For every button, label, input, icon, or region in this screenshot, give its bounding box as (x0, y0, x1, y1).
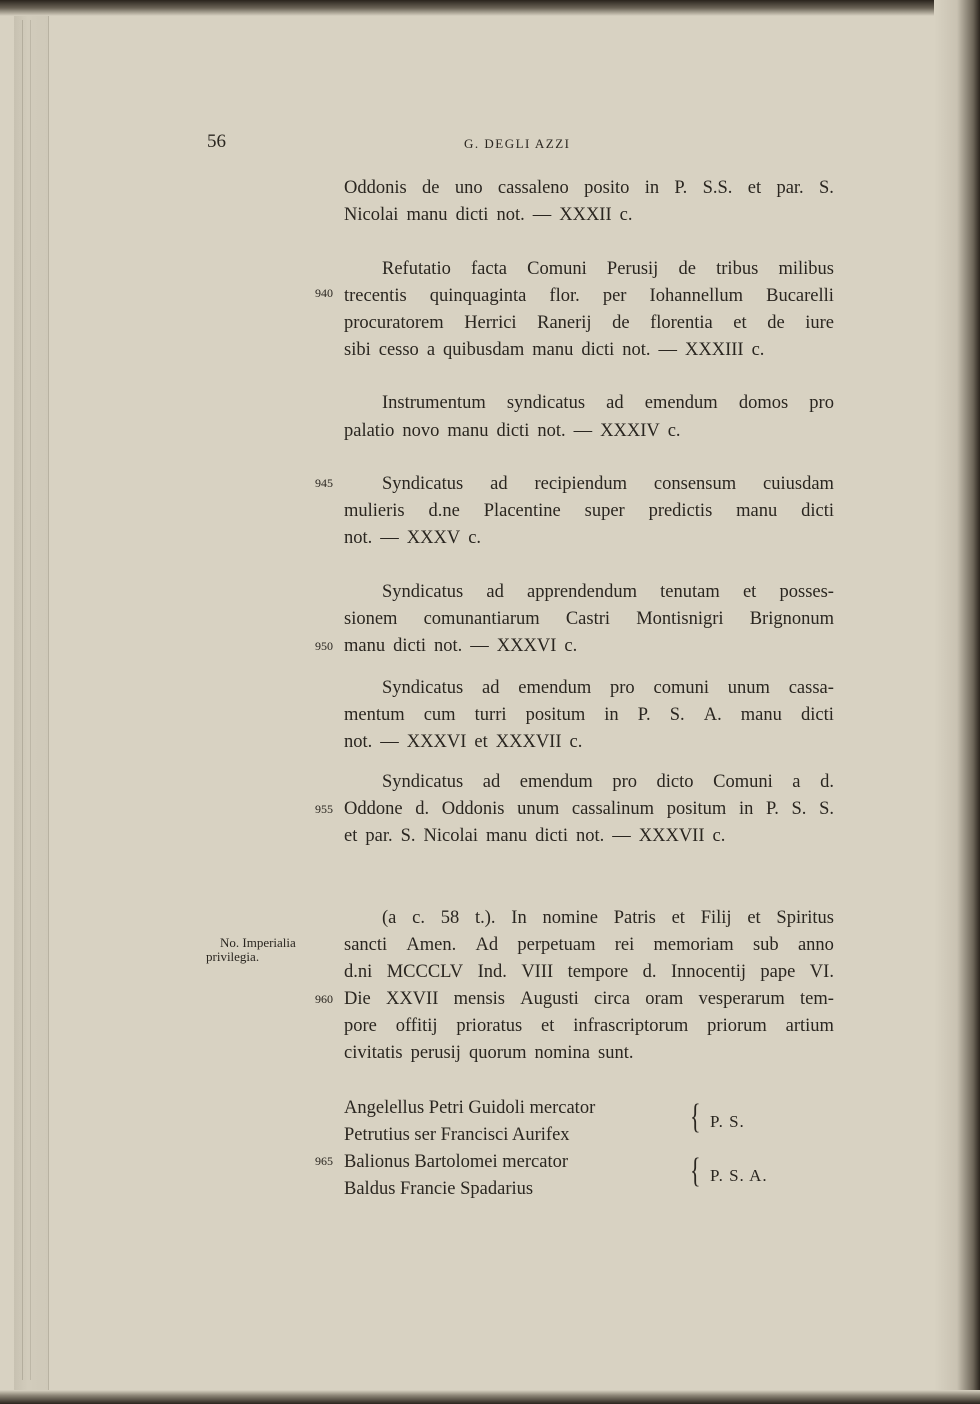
line-number: 955 (315, 802, 333, 816)
text-line: Syndicatus ad apprendendum tenutam et posses- (382, 582, 834, 602)
text-line: palatio novo manu dicti not. — XXXIV c. (344, 421, 681, 441)
text-line: Oddonis de uno cassaleno posito in P. S.S. et par. S. (344, 178, 834, 198)
text-line: et par. S. Nicolai manu dicti not. — XXXVII c. (344, 826, 726, 846)
text-line: trecentis quinquaginta flor. per Iohannellum Bucarelli (344, 286, 834, 306)
text-line: mentum cum turri positum in P. S. A. manu dicti (344, 705, 834, 725)
margin-note-line2: privilegia. (206, 949, 260, 964)
page-edge (14, 12, 49, 1392)
line-number: 960 (315, 992, 333, 1006)
prior-name: Balionus Bartolomei mercator (344, 1152, 568, 1172)
text-line: Syndicatus ad emendum pro dicto Comuni a d. (382, 772, 834, 792)
page-number: 56 (207, 131, 226, 152)
text-line: pore offitij prioratus et infrascriptorum priorum artium (344, 1016, 834, 1036)
brace-symbol: { (690, 1150, 701, 1191)
line-number: 965 (315, 1154, 333, 1168)
bottom-shadow (0, 1390, 980, 1404)
text-line: Syndicatus ad emendum pro comuni unum cassa- (382, 678, 834, 698)
line-number: 945 (315, 476, 333, 490)
text-line: (a c. 58 t.). In nomine Patris et Filij et Spiritus (382, 908, 834, 928)
text-line: Instrumentum syndicatus ad emendum domos pro (382, 393, 834, 413)
text-line: sancti Amen. Ad perpetuam rei memoriam sub anno (344, 935, 834, 955)
text-line: civitatis perusij quorum nomina sunt. (344, 1043, 634, 1063)
top-shadow (0, 0, 980, 16)
text-line: sionem comunantiarum Castri Montisnigri Brignonum (344, 609, 834, 629)
text-line: Refutatio facta Comuni Perusij de tribus milibus (382, 259, 834, 279)
text-line: not. — XXXVI et XXXVII c. (344, 732, 583, 752)
text-line: d.ni MCCCLV Ind. VIII tempore d. Innocentij pape VI. (344, 962, 834, 982)
line-number: 940 (315, 286, 333, 300)
text-line: Syndicatus ad recipiendum consensum cuiusdam (382, 474, 834, 494)
page-edge-line (22, 20, 23, 1380)
page-edge-line (30, 20, 31, 1380)
brace-label: P. S. A. (710, 1166, 768, 1185)
right-shadow (934, 0, 980, 1404)
prior-name: Petrutius ser Francisci Aurifex (344, 1125, 570, 1145)
running-title: G. DEGLI AZZI (464, 136, 571, 151)
text-line: manu dicti not. — XXXVI c. (344, 636, 578, 656)
text-line: Die XXVII mensis Augusti circa oram vesperarum tem- (344, 989, 834, 1009)
brace-label: P. S. (710, 1112, 745, 1131)
text-line: sibi cesso a quibusdam manu dicti not. — XXXIII c. (344, 340, 765, 360)
text-line: Nicolai manu dicti not. — XXXII c. (344, 205, 633, 225)
text-line: mulieris d.ne Placentine super predictis manu dicti (344, 501, 834, 521)
line-number: 950 (315, 639, 333, 653)
text-line: Oddone d. Oddonis unum cassalinum positum in P. S. S. (344, 799, 834, 819)
text-line: not. — XXXV c. (344, 528, 482, 548)
margin-note-line1: No. Imperialia (220, 935, 296, 950)
prior-name: Baldus Francie Spadarius (344, 1179, 534, 1199)
brace-symbol: { (690, 1096, 701, 1137)
text-line: procuratorem Herrici Ranerij de florentia et de iure (344, 313, 834, 333)
prior-name: Angelellus Petri Guidoli mercator (344, 1098, 596, 1118)
